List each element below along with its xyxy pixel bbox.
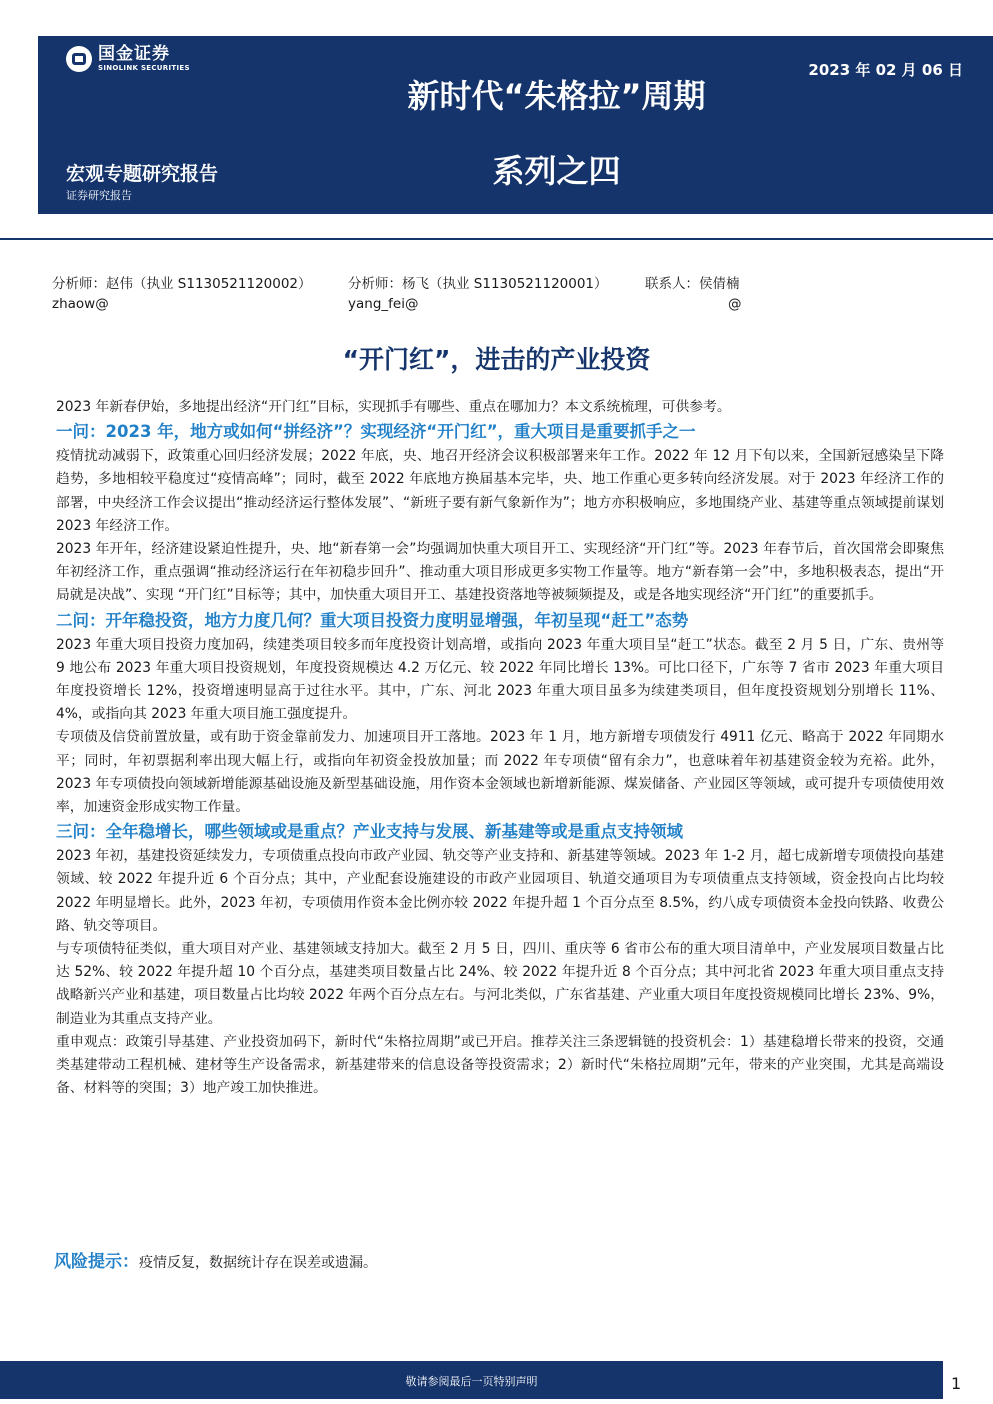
intro-paragraph: 2023 年新春伊始，多地提出经济“开门红”目标，实现抓手有哪些、重点在哪加力？本文系统梳理，可供参考。 <box>56 399 731 415</box>
footer-notice: 敬请参阅最后一页特别声明 <box>405 1375 538 1388</box>
analyst-2: 分析师：杨飞（执业 S1130521120001） <box>348 276 608 292</box>
section-heading-2: 二问：开年稳投资，地方力度几何？重大项目投资力度明显增强，年初呈现“赶工”态势 <box>56 610 689 630</box>
article-body <box>56 396 944 1100</box>
paragraph: 专项债及信贷前置放量，或有助于资金靠前发力、加速项目开工落地。2023 年 1 月，地方新增专项债发行 4911 亿元、略高于 2022 年同期水平；同时，年初票据利率出现大幅上行，或指向年初资金投放加量；而 2022 年专项债“留有余力”，也意味着年初基建资金较为充裕。此外，2023 年专项债投向领域新增能源基础设施及新型基础设施，用作资本金领域也新增新能源、煤炭储备、产业园区等领域，或可提升专项债使用效率，加速资金形成实物工作量。 <box>56 729 944 816</box>
risk-warning <box>54 1247 377 1272</box>
article-headline: “开门红”，进击的产业投资 <box>342 345 651 374</box>
paragraph: 疫情扰动减弱下，政策重心回归经济发展；2022 年底，央、地召开经济会议积极部署来年工作。2022 年 12 月下旬以来，全国新冠感染呈下降趋势，多地相较平稳度过“疫情高峰”；同时，截至 2022 年底地方换届基本完毕，央、地工作重心更多转向经济发展。对于 2023 年经济工作的部署，中央经济工作会议提出“推动经济运行整体发展”、“新班子要有新气象新作为”；地方亦积极响应，多地围绕产业、基建等重点领域提前谋划 2023 年经济工作。 <box>56 448 944 534</box>
risk-text: 疫情反复，数据统计存在误差或遗漏。 <box>139 1255 377 1271</box>
report-series: 系列之四 <box>492 152 621 190</box>
header-divider <box>0 238 993 240</box>
paragraph: 重申观点：政策引导基建、产业投资加码下，新时代“朱格拉周期”或已开启。推荐关注三条逻辑链的投资机会：1）基建稳增长带来的投资，交通类基建带动工程机械、建材等生产设备需求，新基建带来的信息设备等投资需求；2）新时代“朱格拉周期”元年，带来的产业突围，尤其是高端设备、材料等的突围；3）地产竣工加快推进。 <box>56 1033 944 1097</box>
paragraph: 2023 年重大项目投资力度加码，续建类项目较多而年度投资计划高增，或指向 2023 年重大项目呈“赶工”状态。截至 2 月 5 日，广东、贵州等 9 地公布 2023 年重大项目投资规划，年度投资规模达 4.2 万亿元、较 2022 年同比增长 13%。可比口径下，广东等 7 省市 2023 年重大项目年度投资增长 12%，投资增速明显高于过往水平。其中，广东、河北 2023 年重大项目虽多为续建类项目，但年度投资规划分别增长 11%、4%，或指向其 2023 年重大项目施工强度提升。 <box>56 636 944 723</box>
logo-name-cn: 国金证券 <box>98 44 170 64</box>
paragraph: 2023 年开年，经济建设紧迫性提升，央、地“新春第一会”均强调加快重大项目开工、实现经济“开门红”等。2023 年春节后，首次国常会即聚焦年初经济工作，重点强调“推动经济运行在年初稳步回升”、推动重大项目形成更多实物工作量等。地方“新春第一会”中，多地积极表态，提出“开局就是决战”、实现 “开门红”目标等；其中，加快重大项目开工、基建投资落地等被频频提及，或是各地实现经济“开门红”的重要抓手。 <box>56 541 944 604</box>
page-number: 1 <box>951 1374 962 1393</box>
company-logo <box>66 46 190 72</box>
risk-label: 风险提示： <box>54 1252 139 1272</box>
report-subtype: 证券研究报告 <box>66 189 132 202</box>
report-type: 宏观专题研究报告 <box>66 163 219 185</box>
section-heading-1: 一问：2023 年，地方或如何“拼经济”？实现经济“开门红”，重大项目是重要抓手之一 <box>56 422 696 442</box>
section-heading-3: 三问：全年稳增长，哪些领域或是重点？产业支持与发展、新基建等或是重点支持领域 <box>56 822 683 842</box>
contact-person: 联系人：侯倩楠 <box>645 276 740 292</box>
analyst-1-email: zhaow@ <box>52 296 109 312</box>
report-date: 2023 年 02 月 06 日 <box>808 61 963 79</box>
logo-icon <box>66 46 92 72</box>
paragraph: 与专项债特征类似，重大项目对产业、基建领域支持加大。截至 2 月 5 日，四川、重庆等 6 省市公布的重大项目清单中，产业发展项目数量占比达 52%、较 2022 年提升超 10 个百分点，基建类项目数量占比 24%、较 2022 年提升近 8 个百分点；其中河北省 2023 年重大项目重点支持战略新兴产业和基建，项目数量占比均较 2022 年两个百分点左右。与河北类似，广东省基建、产业重大项目年度投资规模同比增长 23%、9%，制造业为其重点支持产业。 <box>56 941 944 1027</box>
contact-email: @ <box>728 296 742 312</box>
analyst-2-email: yang_fei@ <box>348 296 419 312</box>
analyst-1: 分析师：赵伟（执业 S1130521120002） <box>52 276 312 292</box>
logo-name-en: SINOLINK SECURITIES <box>98 64 190 72</box>
report-title: 新时代“朱格拉”周期 <box>407 77 706 115</box>
paragraph: 2023 年初，基建投资延续发力，专项债重点投向市政产业园、轨交等产业支持和、新基建等领域。2023 年 1-2 月，超七成新增专项债投向基建领域、较 2022 年提升近 6 个百分点；其中，产业配套设施建设的市政产业园项目、轨道交通项目为专项债重点支持领域，资金投向占比均较 2022 年明显增长。此外，2023 年初，专项债用作资本金比例亦较 2022 年提升超 1 个百分点至 8.5%，约八成专项债资本金投向铁路、收费公路、轨交等项目。 <box>56 848 944 934</box>
